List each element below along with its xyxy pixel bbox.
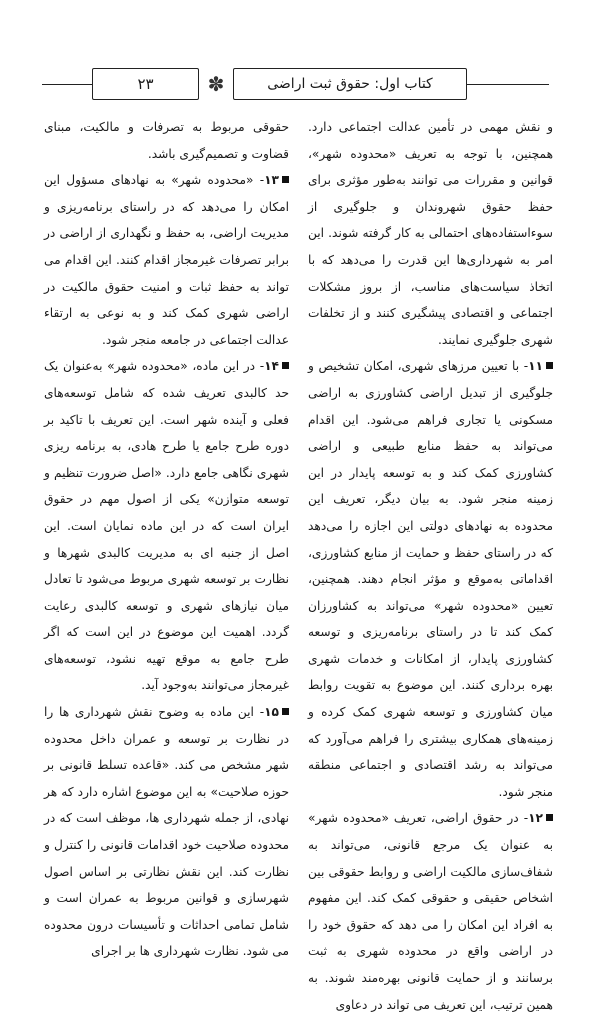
paragraph-13: ۱۳- «محدوده شهر» به نهادهای مسؤول این امکان را می‌دهد که در راستای برنامه‌ریزی و مدیریت اراضی، به حفظ و نگهداری از اراضی در برابر تصرفات غیرمجاز اقدام کنند. این اقدام می تواند به حفظ ثبات و امنیت حقوق مالکیت در اراضی شهری کمک کند و به نوعی به ارتقاء عدالت اجتماعی در جامعه منجر شود. [44, 173, 289, 347]
header-rule-right [467, 84, 549, 85]
paragraph-text: در حقوق اراضی، تعریف «محدوده شهر» به عنوان یک مرجع قانونی، می‌تواند به شفاف‌سازی مالکیت اراضی و روابط حقوقی بین اشخاص حقیقی و حقوقی کمک کند. این مفهوم به افراد این امکان را می دهد که حقوق خود را در اراضی واقع در محدوده شهری به ثبت برسانند و از حمایت قانونی بهره‌مند شوند. به همین ترتیب، این تعریف می تواند در دعاوی [308, 811, 553, 1012]
page-header [42, 66, 549, 104]
page-number: ۲۳ [92, 68, 199, 100]
paragraph-text: در این ماده، «محدوده شهر» به‌عنوان یک حد کالبدی تعریف شده که شامل توسعه‌های فعلی و آینده شهر است. این تعریف با تاکید بر دوره طرح جامع یا طرح هادی، به برنامه ریزی شهری نگاهی جامع دارد. «اصل ضرورت تنظیم و توسعه متوازن» یکی از اصول مهم در حقوق ایران است که در این ماده نمایان است. این اصل از جنبه ای به مدیریت کالبدی شهرها و نظارت بر توسعه شهری مربوط می‌شود تا تعادل میان نیازهای شهری و توسعه کالبدی رعایت گردد. اهمیت این موضوع در این است که اگر طرح جامع به موقع تهیه نشود، توسعه‌های غیرمجاز می‌توانند به‌وجود آید. [44, 359, 289, 693]
right-column [308, 114, 553, 1018]
paragraph-number: ۱۵ [264, 705, 279, 720]
paragraph-text: «محدوده شهر» به نهادهای مسؤول این امکان را می‌دهد که در راستای برنامه‌ریزی و مدیریت اراضی، به حفظ و نگهداری از اراضی در برابر تصرفات غیرمجاز اقدام کنند. این اقدام می تواند به حفظ ثبات و امنیت حقوق مالکیت در اراضی شهری کمک کند و به نوعی به ارتقاء عدالت اجتماعی در جامعه منجر شود. [44, 173, 289, 347]
paragraph-number: ۱۴ [264, 359, 279, 374]
paragraph-text: با تعیین مرزهای شهری، امکان تشخیص و جلوگیری از تبدیل اراضی کشاورزی به اراضی مسکونی یا تجاری فراهم می‌شود. این اقدام می‌تواند به حفظ منابع طبیعی و اراضی کشاورزی کمک کند و به توسعه پایدار در این زمینه منجر شود. به بیان دیگر، تعریف این محدوده به نهادهای دولتی این اجازه را می‌دهد که در راستای حفظ و حمایت از منابع کشاورزی، اقداماتی به‌موقع و مؤثر انجام دهند. همچنین، تعیین «محدوده شهر» می‌تواند به کشاورزان کمک کند تا در راستای برنامه‌ریزی و توسعه کشاورزی پایدار، از امکانات و خدمات شهری بهره برداری کنند. این موضوع به تقویت روابط میان کشاورزی و توسعه شهری کمک کرده و زمینه‌های همکاری بیشتری را فراهم می‌آورد که می‌تواند به رشد اقتصادی و اجتماعی منطقه منجر شود. [308, 359, 553, 799]
paragraph-text: این ماده به وضوح نقش شهرداری ها را در نظارت بر توسعه و عمران داخل محدوده شهر مشخص می کند. «قاعده تسلط قانونی بر حوزه صلاحیت» به این موضوع اشاره دارد که هر نهادی، از جمله شهرداری ها، موظف است که در محدوده صلاحیت خود اقدامات قانونی را کنترل و نظارت کند. این نقش نظارتی بر اساس اصول شهرسازی و قوانین مربوط به عمران است و شامل تمامی احداثات و تأسیسات درون محدوده می شود. نظارت شهرداری ها بر اجرای [44, 705, 289, 959]
left-column [44, 114, 289, 965]
paragraph-continuation: حقوقی مربوط به تصرفات و مالکیت، مبنای قضاوت و تصمیم‌گیری باشد. [44, 120, 289, 161]
bullet-icon [282, 176, 289, 183]
paragraph-14: ۱۴- در این ماده، «محدوده شهر» به‌عنوان یک حد کالبدی تعریف شده که شامل توسعه‌های فعلی و آینده شهر است. این تعریف با تاکید بر دوره طرح جامع یا طرح هادی، به برنامه ریزی شهری نگاهی جامع دارد. «اصل ضرورت تنظیم و توسعه متوازن» یکی از اصول مهم در حقوق ایران است که در این ماده نمایان است. این اصل از جنبه ای به مدیریت کالبدی شهرها و نظارت بر توسعه شهری مربوط می‌شود تا تعادل میان نیازهای شهری و توسعه کالبدی رعایت گردد. اهمیت این موضوع در این است که اگر طرح جامع به موقع تهیه نشود، توسعه‌های غیرمجاز می‌توانند به‌وجود آید. [44, 359, 289, 693]
paragraph-continuation: و نقش مهمی در تأمین عدالت اجتماعی دارد. همچنین، با توجه به تعریف «محدوده شهر»، قوانین و مقررات می توانند به‌طور مؤثری برای حفظ حقوق شهروندان و جلوگیری از سوءاستفاده‌های احتمالی به کار گرفته شوند. این امر به شهرداری‌ها این قدرت را می‌دهد که با اتخاذ سیاست‌های مناسب، از بروز مشکلات اجتماعی و اقتصادی پیشگیری کنند و از تخلفات شهری جلوگیری نمایند. [308, 120, 553, 347]
paragraph-15: ۱۵- این ماده به وضوح نقش شهرداری ها را در نظارت بر توسعه و عمران داخل محدوده شهر مشخص می کند. «قاعده تسلط قانونی بر حوزه صلاحیت» به این موضوع اشاره دارد که هر نهادی، از جمله شهرداری ها، موظف است که در محدوده صلاحیت خود اقدامات قانونی را کنترل و نظارت کند. این نقش نظارتی بر اساس اصول شهرسازی و قوانین مربوط به عمران است و شامل تمامی احداثات و تأسیسات درون محدوده می شود. نظارت شهرداری ها بر اجرای [44, 705, 289, 959]
header-rule-left [42, 84, 92, 85]
bullet-icon [282, 362, 289, 369]
chapter-title: کتاب اول: حقوق ثبت اراضی [233, 68, 467, 100]
bullet-icon [282, 708, 289, 715]
paragraph-11: ۱۱- با تعیین مرزهای شهری، امکان تشخیص و جلوگیری از تبدیل اراضی کشاورزی به اراضی مسکونی یا تجاری فراهم می‌شود. این اقدام می‌تواند به حفظ منابع طبیعی و اراضی کشاورزی کمک کند و به توسعه پایدار در این زمینه منجر شود. به بیان دیگر، تعریف این محدوده به نهادهای دولتی این اجازه را می‌دهد که در راستای حفظ و حمایت از منابع کشاورزی، اقداماتی به‌موقع و مؤثر انجام دهند. همچنین، تعیین «محدوده شهر» می‌تواند به کشاورزان کمک کند تا در راستای برنامه‌ریزی و توسعه کشاورزی پایدار، از امکانات و خدمات شهری بهره برداری کنند. این موضوع به تقویت روابط میان کشاورزی و توسعه شهری کمک کرده و زمینه‌های همکاری بیشتری را فراهم می‌آورد که می‌تواند به رشد اقتصادی و اجتماعی منطقه منجر شود. [308, 359, 553, 799]
bullet-icon [546, 362, 553, 369]
paragraph-12: ۱۲- در حقوق اراضی، تعریف «محدوده شهر» به عنوان یک مرجع قانونی، می‌تواند به شفاف‌سازی مالکیت اراضی و روابط حقوقی بین اشخاص حقیقی و حقوقی کمک کند. این مفهوم به افراد این امکان را می دهد که حقوق خود را در اراضی واقع در محدوده شهری به ثبت برسانند و از حمایت قانونی بهره‌مند شوند. به همین ترتیب، این تعریف می تواند در دعاوی [308, 811, 553, 1012]
ornament-icon: ✽ [207, 72, 225, 96]
paragraph-number: ۱۲ [528, 811, 543, 826]
paragraph-number: ۱۳ [264, 173, 279, 188]
paragraph-number: ۱۱ [528, 359, 543, 374]
bullet-icon [546, 814, 553, 821]
